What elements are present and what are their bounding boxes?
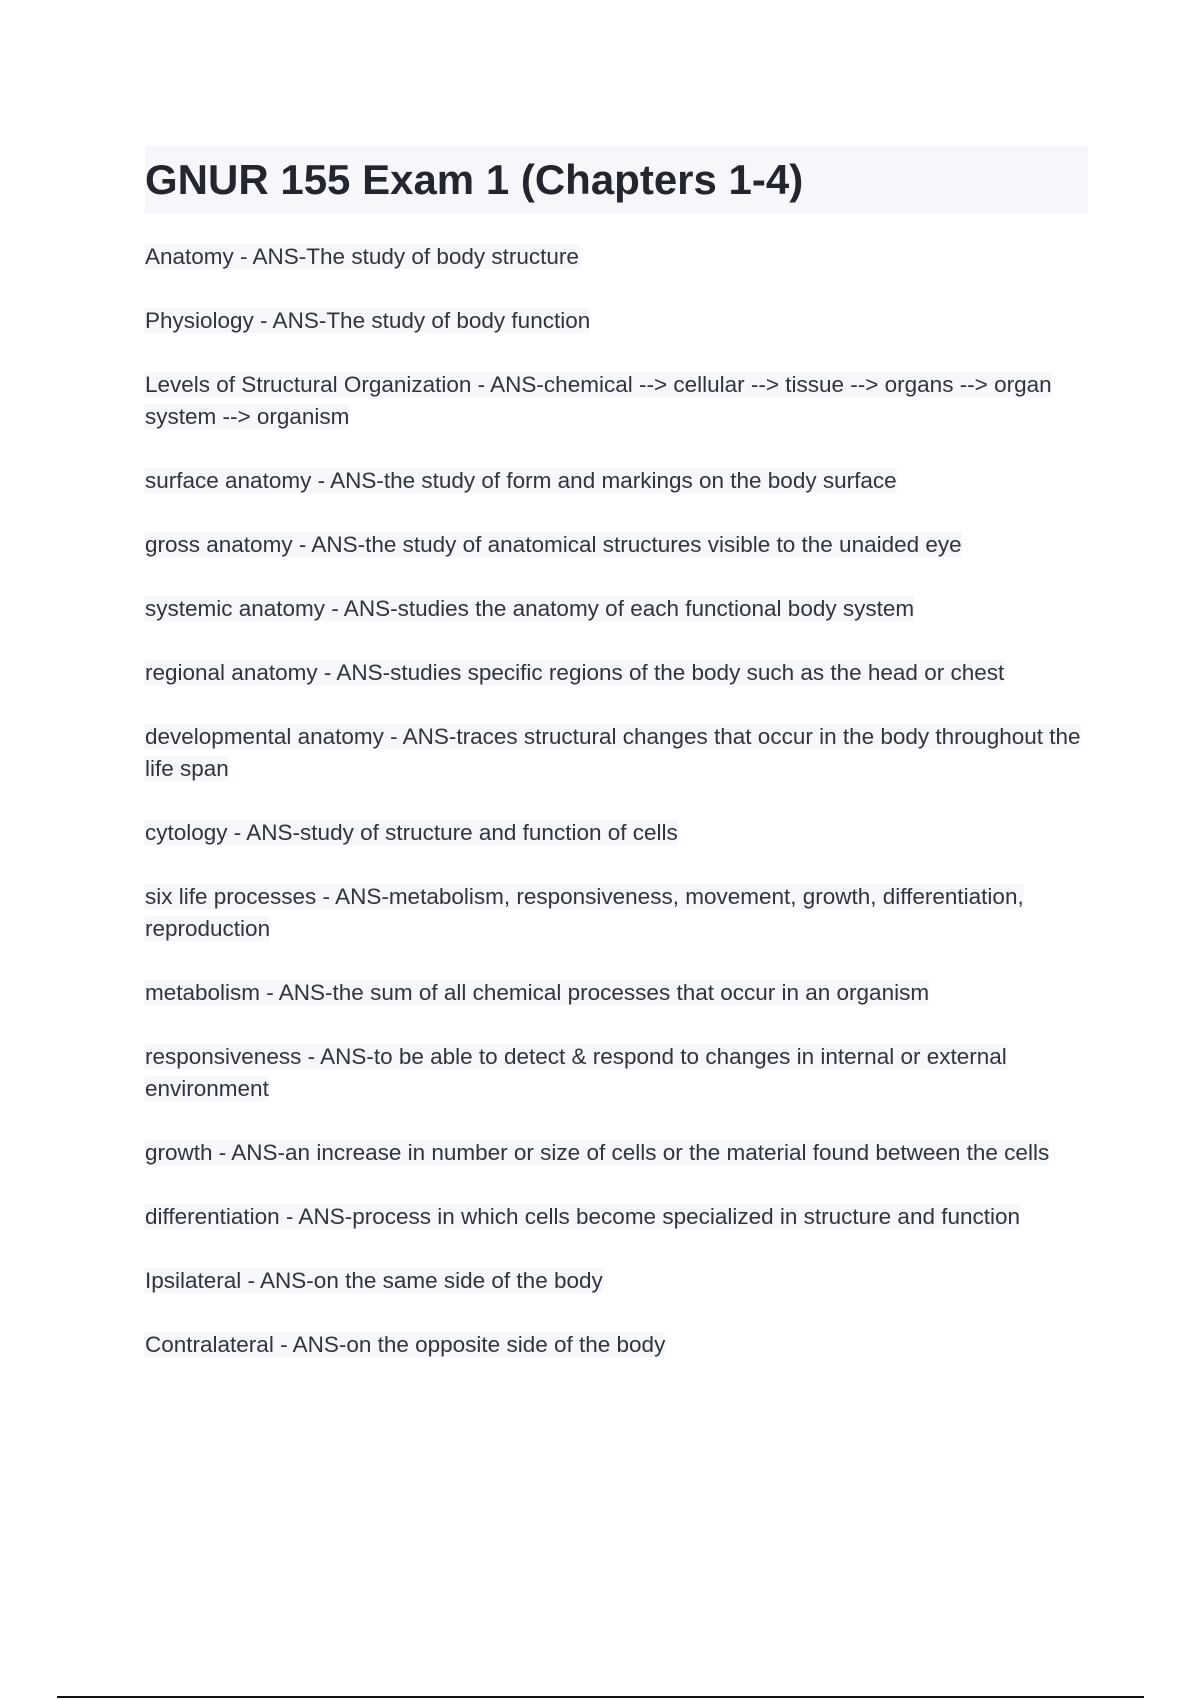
entry-text: surface anatomy - ANS-the study of form and markings on the body surface xyxy=(145,468,897,493)
list-item xyxy=(145,817,1088,849)
list-item xyxy=(145,241,1088,273)
entry-text: Levels of Structural Organization - ANS-chemical --> cellular --> tissue --> organs --> organ system --> organism xyxy=(145,372,1052,429)
entry-text: regional anatomy - ANS-studies specific regions of the body such as the head or chest xyxy=(145,660,1005,685)
list-item xyxy=(145,1265,1088,1297)
list-item xyxy=(145,881,1088,945)
list-item xyxy=(145,657,1088,689)
entry-text: responsiveness - ANS-to be able to detect & respond to changes in internal or external environment xyxy=(145,1044,1007,1101)
list-item xyxy=(145,1201,1088,1233)
entry-text: differentiation - ANS-process in which cells become specialized in structure and function xyxy=(145,1204,1021,1229)
entry-text: cytology - ANS-study of structure and function of cells xyxy=(145,820,678,845)
entry-text: growth - ANS-an increase in number or size of cells or the material found between the cells xyxy=(145,1140,1050,1165)
list-item xyxy=(145,1041,1088,1105)
document-page xyxy=(145,146,1088,1393)
title-bar xyxy=(145,146,1088,213)
entry-text: Ipsilateral - ANS-on the same side of the body xyxy=(145,1268,603,1293)
entry-text: developmental anatomy - ANS-traces structural changes that occur in the body throughout the life span xyxy=(145,724,1081,781)
list-item xyxy=(145,369,1088,433)
list-item xyxy=(145,465,1088,497)
list-item xyxy=(145,721,1088,785)
list-item xyxy=(145,529,1088,561)
entry-text: Contralateral - ANS-on the opposite side of the body xyxy=(145,1332,666,1357)
footer-divider xyxy=(57,1696,1144,1698)
entry-text: Physiology - ANS-The study of body function xyxy=(145,308,591,333)
list-item xyxy=(145,1329,1088,1361)
entry-text: six life processes - ANS-metabolism, responsiveness, movement, growth, differentiation, reproduction xyxy=(145,884,1024,941)
entry-text: systemic anatomy - ANS-studies the anatomy of each functional body system xyxy=(145,596,915,621)
entry-text: gross anatomy - ANS-the study of anatomical structures visible to the unaided eye xyxy=(145,532,962,557)
page-title: GNUR 155 Exam 1 (Chapters 1-4) xyxy=(145,155,804,203)
list-item xyxy=(145,305,1088,337)
entry-text: metabolism - ANS-the sum of all chemical processes that occur in an organism xyxy=(145,980,930,1005)
list-item xyxy=(145,1137,1088,1169)
list-item xyxy=(145,977,1088,1009)
list-item xyxy=(145,593,1088,625)
entry-list xyxy=(145,241,1088,1361)
entry-text: Anatomy - ANS-The study of body structure xyxy=(145,244,579,269)
